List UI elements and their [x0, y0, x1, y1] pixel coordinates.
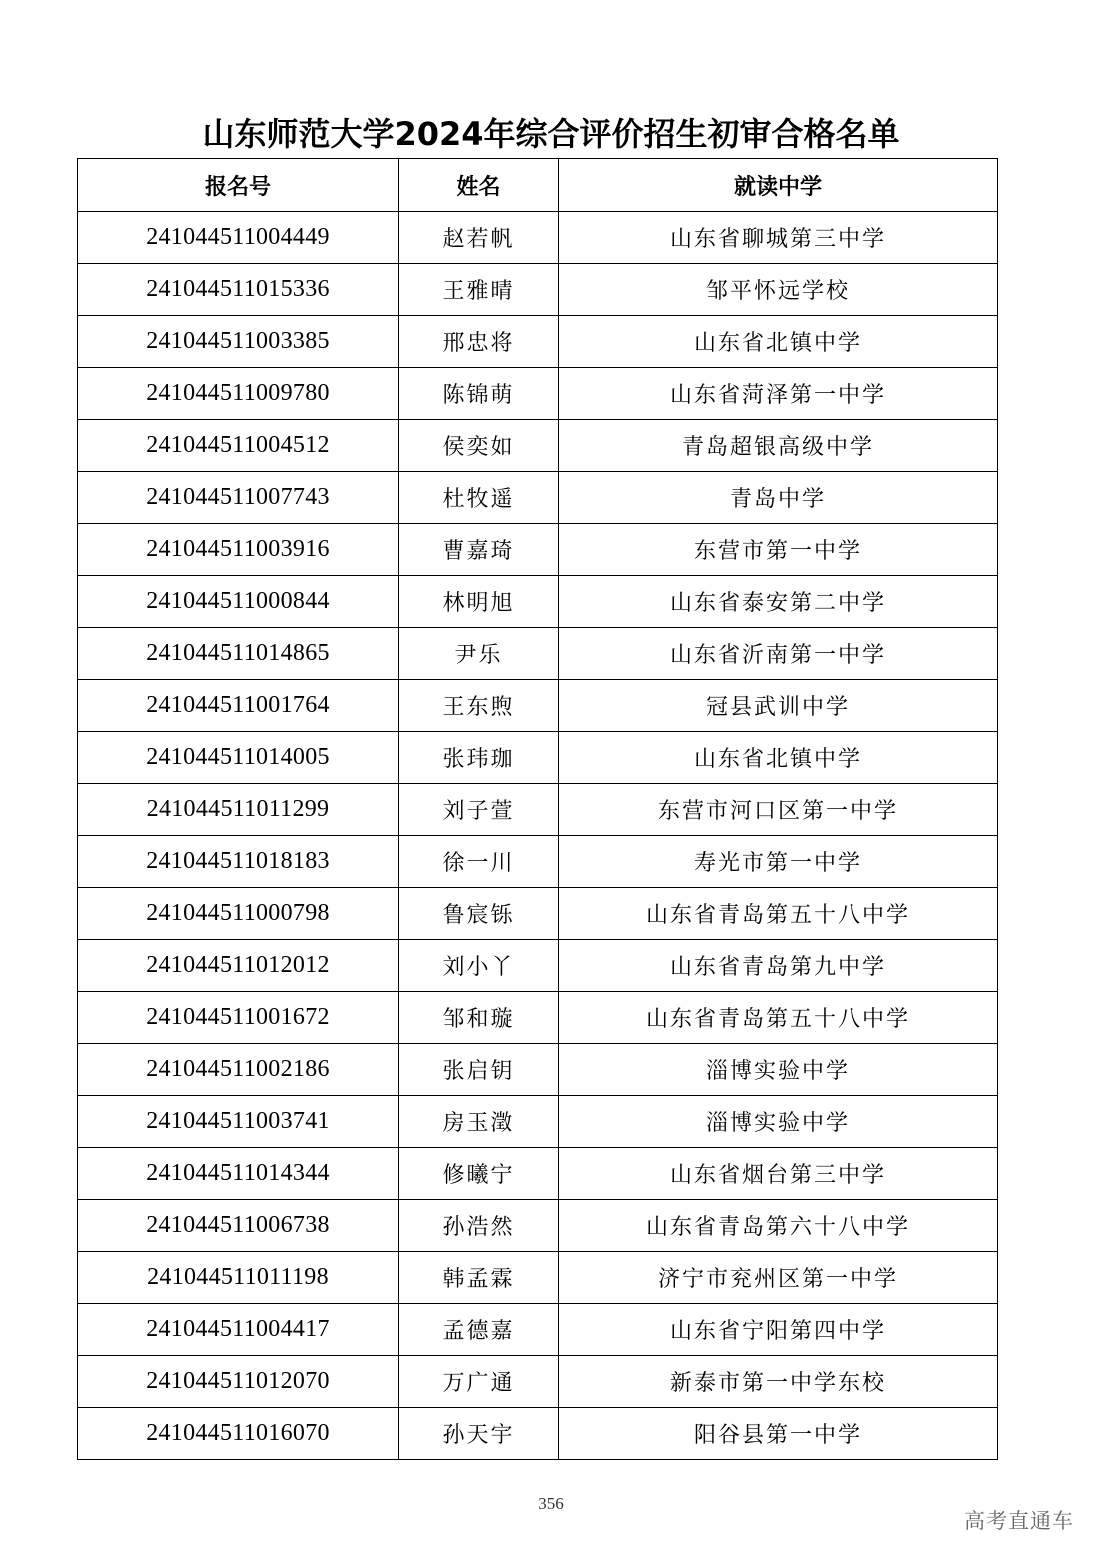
document-title: 山东师范大学2024年综合评价招生初审合格名单 — [202, 115, 900, 153]
cell-school: 冠县武训中学 — [559, 680, 998, 732]
cell-registration-number: 241044511001764 — [78, 680, 399, 732]
table-row — [78, 1044, 998, 1096]
cell-student-name: 鲁宸铄 — [399, 888, 559, 940]
cell-school: 济宁市兖州区第一中学 — [559, 1252, 998, 1304]
cell-student-name: 韩孟霖 — [399, 1252, 559, 1304]
page-number: 356 — [538, 1494, 564, 1513]
cell-student-name: 张玮珈 — [399, 732, 559, 784]
table-row — [78, 1252, 998, 1304]
cell-registration-number: 241044511014865 — [78, 628, 399, 680]
cell-registration-number: 241044511004449 — [78, 212, 399, 264]
column-header-name: 姓名 — [399, 159, 559, 212]
table-row — [78, 888, 998, 940]
cell-student-name: 尹乐 — [399, 628, 559, 680]
admission-roster-table — [77, 158, 998, 1460]
cell-student-name: 侯奕如 — [399, 420, 559, 472]
table-row — [78, 940, 998, 992]
cell-registration-number: 241044511014005 — [78, 732, 399, 784]
cell-student-name: 王雅晴 — [399, 264, 559, 316]
cell-student-name: 刘小丫 — [399, 940, 559, 992]
cell-school: 山东省宁阳第四中学 — [559, 1304, 998, 1356]
cell-registration-number: 241044511003916 — [78, 524, 399, 576]
cell-student-name: 张启钥 — [399, 1044, 559, 1096]
table-row — [78, 1148, 998, 1200]
cell-registration-number: 241044511006738 — [78, 1200, 399, 1252]
table-row — [78, 680, 998, 732]
table-row — [78, 212, 998, 264]
cell-registration-number: 241044511011299 — [78, 784, 399, 836]
cell-student-name: 曹嘉琦 — [399, 524, 559, 576]
table-row — [78, 992, 998, 1044]
table-row — [78, 524, 998, 576]
cell-school: 山东省沂南第一中学 — [559, 628, 998, 680]
cell-registration-number: 241044511011198 — [78, 1252, 399, 1304]
cell-registration-number: 241044511007743 — [78, 472, 399, 524]
cell-registration-number: 241044511014344 — [78, 1148, 399, 1200]
cell-school: 淄博实验中学 — [559, 1044, 998, 1096]
table-row — [78, 368, 998, 420]
cell-student-name: 陈锦萌 — [399, 368, 559, 420]
table-row — [78, 836, 998, 888]
cell-student-name: 刘子萱 — [399, 784, 559, 836]
cell-school: 淄博实验中学 — [559, 1096, 998, 1148]
cell-registration-number: 241044511004417 — [78, 1304, 399, 1356]
cell-student-name: 杜牧遥 — [399, 472, 559, 524]
cell-student-name: 林明旭 — [399, 576, 559, 628]
cell-student-name: 孙浩然 — [399, 1200, 559, 1252]
cell-registration-number: 241044511012012 — [78, 940, 399, 992]
cell-registration-number: 241044511002186 — [78, 1044, 399, 1096]
cell-school: 山东省聊城第三中学 — [559, 212, 998, 264]
table-row — [78, 628, 998, 680]
cell-student-name: 孙天宇 — [399, 1408, 559, 1460]
watermark-text: 高考直通车 — [964, 1509, 1074, 1533]
cell-student-name: 修曦宁 — [399, 1148, 559, 1200]
cell-school: 山东省北镇中学 — [559, 316, 998, 368]
cell-registration-number: 241044511001672 — [78, 992, 399, 1044]
cell-student-name: 孟德嘉 — [399, 1304, 559, 1356]
column-header-school: 就读中学 — [559, 159, 998, 212]
cell-student-name: 邢忠将 — [399, 316, 559, 368]
cell-student-name: 王东煦 — [399, 680, 559, 732]
cell-school: 东营市河口区第一中学 — [559, 784, 998, 836]
cell-student-name: 徐一川 — [399, 836, 559, 888]
table-header-row — [78, 159, 998, 212]
cell-registration-number: 241044511000844 — [78, 576, 399, 628]
cell-registration-number: 241044511009780 — [78, 368, 399, 420]
cell-school: 东营市第一中学 — [559, 524, 998, 576]
table-row — [78, 576, 998, 628]
cell-school: 青岛中学 — [559, 472, 998, 524]
cell-school: 阳谷县第一中学 — [559, 1408, 998, 1460]
table-row — [78, 264, 998, 316]
cell-registration-number: 241044511015336 — [78, 264, 399, 316]
cell-student-name: 房玉澂 — [399, 1096, 559, 1148]
table-row — [78, 1356, 998, 1408]
cell-school: 山东省北镇中学 — [559, 732, 998, 784]
cell-school: 山东省泰安第二中学 — [559, 576, 998, 628]
cell-school: 山东省青岛第九中学 — [559, 940, 998, 992]
table-row — [78, 784, 998, 836]
cell-registration-number: 241044511000798 — [78, 888, 399, 940]
cell-school: 山东省青岛第六十八中学 — [559, 1200, 998, 1252]
table-row — [78, 1096, 998, 1148]
cell-registration-number: 241044511012070 — [78, 1356, 399, 1408]
table-body — [78, 212, 998, 1460]
cell-school: 青岛超银高级中学 — [559, 420, 998, 472]
cell-student-name: 赵若帆 — [399, 212, 559, 264]
cell-registration-number: 241044511003385 — [78, 316, 399, 368]
table-row — [78, 1304, 998, 1356]
cell-student-name: 邹和璇 — [399, 992, 559, 1044]
cell-school: 山东省青岛第五十八中学 — [559, 888, 998, 940]
table-row — [78, 420, 998, 472]
table-row — [78, 732, 998, 784]
table-row — [78, 316, 998, 368]
cell-school: 山东省菏泽第一中学 — [559, 368, 998, 420]
cell-registration-number: 241044511018183 — [78, 836, 399, 888]
column-header-registration-number: 报名号 — [78, 159, 399, 212]
cell-student-name: 万广通 — [399, 1356, 559, 1408]
table-row — [78, 1408, 998, 1460]
cell-registration-number: 241044511004512 — [78, 420, 399, 472]
cell-registration-number: 241044511016070 — [78, 1408, 399, 1460]
cell-school: 邹平怀远学校 — [559, 264, 998, 316]
cell-school: 新泰市第一中学东校 — [559, 1356, 998, 1408]
table-row — [78, 472, 998, 524]
table-row — [78, 1200, 998, 1252]
cell-school: 寿光市第一中学 — [559, 836, 998, 888]
cell-school: 山东省青岛第五十八中学 — [559, 992, 998, 1044]
cell-registration-number: 241044511003741 — [78, 1096, 399, 1148]
cell-school: 山东省烟台第三中学 — [559, 1148, 998, 1200]
